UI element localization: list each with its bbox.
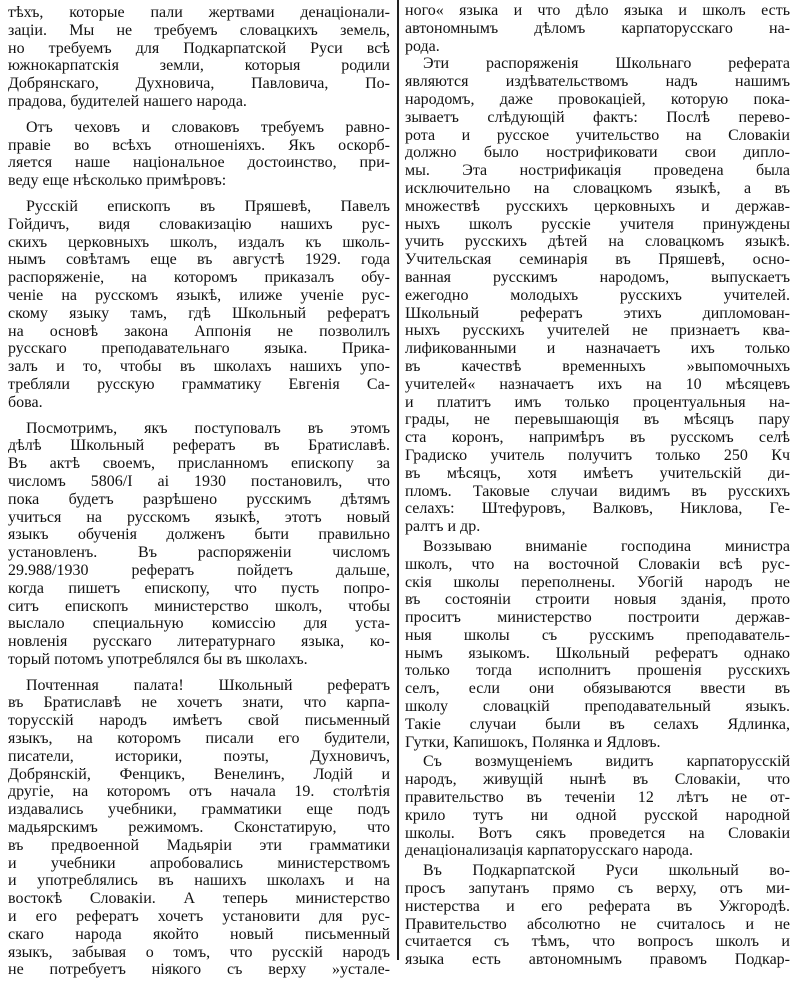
paragraph xyxy=(405,2,790,55)
text-line: мадьярскимъ режимомъ. Сконстатирую, что xyxy=(8,819,390,837)
text-line: другіе, на которомъ отъ начала 19. столѣтія xyxy=(8,783,390,801)
paragraph xyxy=(405,55,790,536)
text-line: когда пишетъ епископу, что пусть попро- xyxy=(8,579,390,597)
text-line: новленія русскаго литературнаго языка, ко- xyxy=(8,633,390,651)
text-line: веду еще нѣсколько примѣровъ: xyxy=(8,172,227,190)
text-line: ралтъ и др. xyxy=(405,518,481,536)
text-line: являются издѣвательствомъ надъ нашимъ xyxy=(405,73,790,91)
text-line: ста коронъ, напримѣръ въ русскомъ селѣ xyxy=(405,429,790,447)
text-line: пломъ. Таковые случаи видимъ въ русскихъ xyxy=(405,482,790,500)
text-line: ситъ епископъ министерство школъ, чтобы xyxy=(8,597,390,615)
text-line: въ качествѣ временныхъ »выпомочныхъ xyxy=(405,357,790,375)
paragraph xyxy=(8,420,390,669)
text-line: торусскій народъ имѣетъ свой письменный xyxy=(8,712,390,730)
text-line: Правительство абсолютно не считалось и не xyxy=(405,915,790,933)
text-line: Въ Подкарпатской Руси школьный во- xyxy=(423,862,790,880)
text-line: въ Братиславѣ не хочетъ знати, что карпа- xyxy=(8,694,390,712)
text-line: Школьный рефератъ этихъ дипломован- xyxy=(405,304,790,322)
text-line: Градиско учитель получитъ только 250 Кч xyxy=(405,446,790,464)
text-line: учить русскихъ дѣтей на словацкомъ языкѣ. xyxy=(405,233,790,251)
paragraph xyxy=(8,677,390,980)
text-line: бова. xyxy=(8,393,43,411)
text-line: Гутки, Капишокъ, Полянка и Ядловъ. xyxy=(405,733,661,751)
text-line: не потребуетъ ніякого съ верху »устале- xyxy=(8,961,390,979)
text-line: ныхъ школъ русскіе учителя принуждены xyxy=(405,215,790,233)
text-line: Почтенная палата! Школьный рефератъ xyxy=(26,676,390,694)
text-line: скихъ церковныхъ школъ, издалъ къ школь- xyxy=(8,233,390,251)
text-line: нистерства и его реферата въ Ужгородѣ. xyxy=(405,897,790,915)
text-line: требляли русскую грамматику Евгенія Са- xyxy=(8,375,390,393)
text-line: и учебники апробовались министерствомъ xyxy=(8,854,390,872)
text-line: и употреблялись въ нашихъ школахъ и на xyxy=(8,872,390,890)
text-line: Добрянскаго, Духновича, Павловича, По- xyxy=(8,75,390,93)
text-line: проситъ министерство построити держав- xyxy=(405,609,790,627)
text-line: залъ и то, чтобы въ школахъ нашихъ упо- xyxy=(8,358,390,376)
text-line: зываетъ слѣдующій фактъ: Послѣ перево- xyxy=(405,108,790,126)
text-line: лификованными и назначаетъ ихъ только xyxy=(405,340,790,358)
text-line: считается съ тѣмъ, что вопросъ школъ и xyxy=(405,933,790,951)
text-line: учителей« назначаетъ ихъ на 10 мѣсяцевъ xyxy=(405,375,790,393)
column-divider xyxy=(397,0,399,960)
text-line: тѣхъ, которые пали жертвами денаціонали- xyxy=(8,4,390,21)
text-line: ныхъ русскихъ учителей не признаетъ ква- xyxy=(405,322,790,340)
text-line: ного« языка и что дѣло языка и школъ есть xyxy=(405,2,790,19)
text-column-left xyxy=(8,4,390,987)
text-line: дѣлѣ Школьный рефератъ въ Братиславѣ. xyxy=(8,437,390,455)
text-line: школъ, что на восточной Словакіи всѣ рус- xyxy=(405,555,790,573)
text-line: и платитъ имъ только процентуальныя на- xyxy=(405,393,790,411)
text-line: ванная русскимъ народомъ, выпускаетъ xyxy=(405,268,790,286)
text-line: издавались учебники, грамматики еще подъ xyxy=(8,801,390,819)
text-line: Учительская семинарія въ Пряшевѣ, осно- xyxy=(405,251,790,269)
text-line: ляется наше національное достоинство, при- xyxy=(8,154,390,172)
text-line: въ мѣсяцъ, хотя имѣетъ учительскій ди- xyxy=(405,464,790,482)
paragraph xyxy=(405,538,790,752)
paragraph xyxy=(8,4,390,111)
text-line: денаціонализація карпаторусскаго народа. xyxy=(405,842,693,860)
text-line: языка есть автономнымъ правомъ Подкар- xyxy=(405,951,790,969)
text-line: востокѣ Словакіи. А теперь министерство xyxy=(8,890,390,908)
text-line: языкъ обученія долженъ быти правильно xyxy=(8,526,390,544)
text-line: автономнымъ дѣломъ карпаторусскаго на- xyxy=(405,19,790,37)
text-line: селахъ: Штефуровъ, Валковъ, Никлова, Ге- xyxy=(405,500,790,518)
text-line: ныя школы съ русскимъ преподаватель- xyxy=(405,626,790,644)
text-line: скому языку тамъ, гдѣ Школьный рефератъ xyxy=(8,304,390,322)
text-line: нымъ языкомъ. Школьный рефератъ однако xyxy=(405,644,790,662)
text-line: должно было нострификовати свои дипло- xyxy=(405,144,790,162)
text-line: Отъ чеховъ и словаковъ требуемъ равно- xyxy=(26,118,390,136)
text-line: южнокарпатскія земли, которыя родили xyxy=(8,57,390,75)
text-line: исключительно на словацкомъ языкѣ, а въ xyxy=(405,179,790,197)
text-line: учиться на русскомъ языкѣ, этотъ новый xyxy=(8,508,390,526)
text-line: распоряженіе, на которомъ приказалъ обу- xyxy=(8,269,390,287)
text-line: пока будетъ разрѣшено русскимъ дѣтямъ xyxy=(8,490,390,508)
text-line: рота и русское учительство на Словакіи xyxy=(405,126,790,144)
text-line: правительство въ теченіи 12 лѣтъ не от- xyxy=(405,789,790,807)
paragraph xyxy=(8,198,390,412)
text-line: Добрянскій, Фенцикъ, Венелинъ, Лодій и xyxy=(8,765,390,783)
text-line: и его рефератъ хочетъ установити для рус- xyxy=(8,908,390,926)
text-line: народъ, живущій нынѣ въ Словакіи, что xyxy=(405,771,790,789)
text-line: мы. Эта нострификація проведена была xyxy=(405,162,790,180)
text-line: народомъ, даже провокаціей, которую пока- xyxy=(405,90,790,108)
text-line: множествѣ русскихъ церковныхъ и держав- xyxy=(405,197,790,215)
text-line: русскаго преподавательнаго языка. Прика- xyxy=(8,340,390,358)
text-line: на основѣ закона Аппонія не позволилъ xyxy=(8,322,390,340)
paragraph xyxy=(405,753,790,860)
text-line: писатели, историки, поэты, Духновичъ, xyxy=(8,747,390,765)
text-line: но требуемъ для Подкарпатской Руси всѣ xyxy=(8,39,390,57)
text-line: въ состояніи строити новыя зданія, прото xyxy=(405,591,790,609)
text-line: языкъ, забывая о томъ, что русскій народъ xyxy=(8,943,390,961)
text-line: грады, не перевышающія въ мѣсяцъ пару xyxy=(405,411,790,429)
text-line: ежегодно молодыхъ русскихъ учителей. xyxy=(405,286,790,304)
text-line: Съ возмущеніемъ видитъ карпаторусскій xyxy=(423,753,790,771)
text-line: рода. xyxy=(405,37,440,55)
text-line: просъ запутанъ прямо съ верху, отъ ми- xyxy=(405,880,790,898)
text-column-right xyxy=(405,2,790,971)
text-line: Русскій епископъ въ Пряшевѣ, Павелъ xyxy=(26,197,390,215)
text-line: ченіе на русскомъ языкѣ, илиже ученіе рус- xyxy=(8,286,390,304)
text-line: торый потомъ употреблялся бы въ школахъ. xyxy=(8,650,308,668)
text-line: Эти распоряженія Школьнаго реферата xyxy=(423,55,790,73)
text-line: Въ актѣ своемъ, присланномъ епископу за xyxy=(8,455,390,473)
text-line: правіе во всѣхъ отношеніяхъ. Якъ оскорб- xyxy=(8,136,390,154)
paragraph xyxy=(8,119,390,190)
paragraph xyxy=(405,862,790,969)
text-line: Воззываю вниманіе господина министра xyxy=(423,537,790,555)
text-line: Гойдичъ, видя словакизацію нашихъ рус- xyxy=(8,215,390,233)
text-line: выслало специальную комиссію для уста- xyxy=(8,615,390,633)
text-line: школы. Вотъ сякъ проведется на Словакіи xyxy=(405,824,790,842)
text-line: школу словацкій преподавательный языкъ. xyxy=(405,698,790,716)
text-line: нымъ совѣтамъ еще въ августѣ 1929. года xyxy=(8,251,390,269)
text-line: только тогда исполнитъ прошенія русскихъ xyxy=(405,662,790,680)
text-line: заціи. Мы не требуемъ словацкихъ земель, xyxy=(8,21,390,39)
text-line: Такіе случаи были въ селахъ Ядлинка, xyxy=(405,715,790,733)
text-line: 29.988/1930 рефератъ пойдетъ дальше, xyxy=(8,561,390,579)
text-line: прадова, будителей нашего народа. xyxy=(8,92,247,110)
text-line: языкъ, на которомъ писали его будители, xyxy=(8,730,390,748)
text-line: числомъ 5806/I ai 1930 постановилъ, что xyxy=(8,472,390,490)
text-line: скія школы переполнены. Убогій народъ не xyxy=(405,573,790,591)
text-line: скаго народа якойто новый письменный xyxy=(8,925,390,943)
text-line: въ предвоенной Мадьяріи эти грамматики xyxy=(8,836,390,854)
text-line: крило тутъ ни одной русской народной xyxy=(405,806,790,824)
text-line: установленъ. Въ распоряженіи числомъ xyxy=(8,544,390,562)
text-line: селъ, если они обязываются ввести въ xyxy=(405,680,790,698)
text-line: Посмотримъ, якъ поступовалъ въ этомъ xyxy=(26,419,390,437)
